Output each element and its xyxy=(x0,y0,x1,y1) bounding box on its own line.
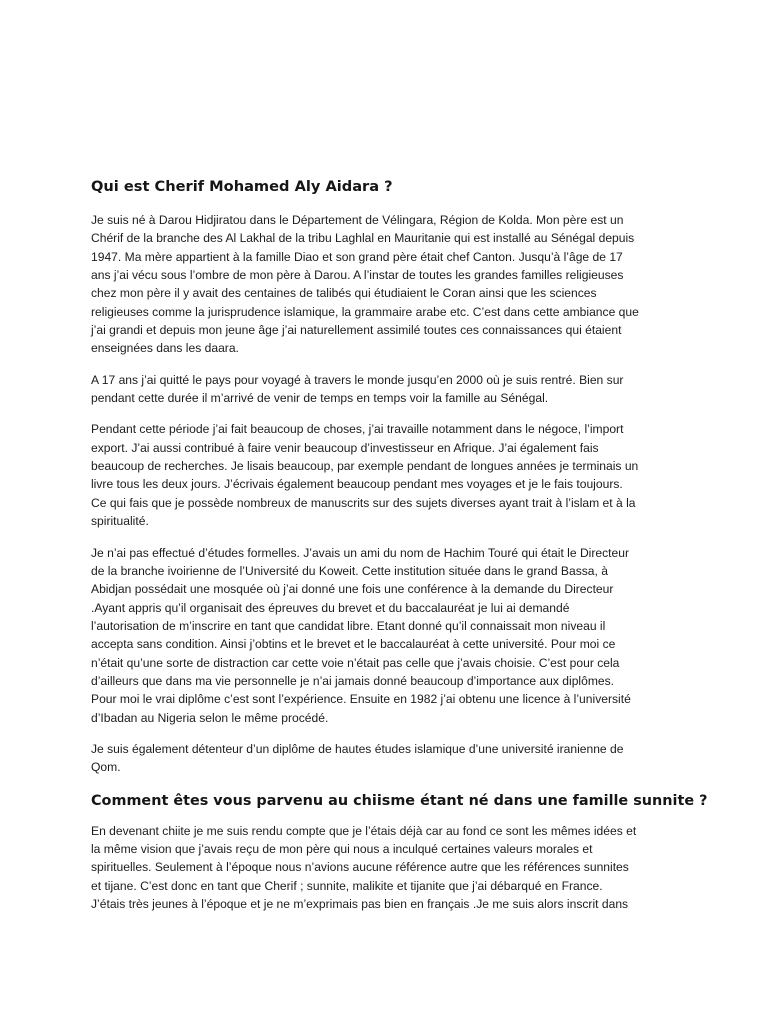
document-page xyxy=(91,176,708,926)
paragraph-birth: Je suis né à Darou Hidjiratou dans le Département de Vélingara, Région de Kolda. Mon père est un Chérif de la branche des Al Lakhal de la tribu Laghlal en Mauritanie qui est installé au Sénégal depuis 1947. Ma mère appartient à la famille Diao et son grand père était chef Canton. Jusqu’à l’âge de 17 ans j’ai vécu sous l’ombre de mon père à Darou. A l’instar de toutes les grandes familles religieuses chez mon père il y avait des centaines de talibés qui étudiaient le Coran ainsi que les sciences religieuses comme la jurisprudence islamique, la grammaire arabe etc. C’est dans cette ambiance que j’ai grandi et depuis mon jeune âge j’ai naturellement assimilé toutes ces connaissances qui étaient enseignées dans les daara. xyxy=(91,213,639,356)
paragraph-becoming-shiite: En devenant chiite je me suis rendu compte que je l’étais déjà car au fond ce sont les mêmes idées et la même vision que j’avais reçu de mon père qui nous a inculqué certaines valeurs morales et spirituelles. Seulement à l’époque nous n’avions aucune référence autre que les références sunnites et tijane. C’est donc en tant que Cherif ; sunnite, malikite et tijanite que j’ai débarqué en France. J’étais très jeunes à l’époque et je ne m’exprimais pas bien en français .Je me suis alors inscrit dans xyxy=(91,823,637,911)
section-heading-shiism: Comment êtes vous parvenu au chiisme étant né dans une famille sunnite ? xyxy=(91,792,708,809)
section-heading-who-is: Qui est Cherif Mohamed Aly Aidara ? xyxy=(91,178,393,195)
paragraph-diploma: Je suis également détenteur d’un diplôme de hautes études islamique d’une université iranienne de Qom. xyxy=(91,741,624,775)
paragraph-activities: Pendant cette période j’ai fait beaucoup de choses, j’ai travaille notamment dans le négoce, l’import export. J’ai aussi contribué à faire venir beaucoup d’investisseur en Afrique. J’ai également fais beaucoup de recherches. Je lisais beaucoup, par exemple pendant de longues années je terminais un livre tous les deux jours. J’écrivais également beaucoup pendant mes voyages et je le fais toujours. Ce qui fais que je possède nombreux de manuscrits sur des sujets diverses ayant trait à l’islam et à la spiritualité. xyxy=(91,422,639,529)
paragraph-travel: A 17 ans j’ai quitté le pays pour voyagé à travers le monde jusqu’en 2000 où je suis rentré. Bien sur pendant cette durée il m’arrivé de venir de temps en temps voir la famille au Sénégal. xyxy=(91,372,624,406)
paragraph-studies: Je n’ai pas effectué d’études formelles. J’avais un ami du nom de Hachim Touré qui était le Directeur de la branche ivoirienne de l’Université du Koweit. Cette institution située dans le grand Bassa, à Abidjan possédait une mosquée où j’ai donné une fois une conférence à la demande du Directeur .Ayant appris qu’il organisait des épreuves du brevet et du baccalauréat je lui ai demandé l’autorisation de m’inscrire en tant que candidat libre. Etant donné qu’il connaissait mon niveau il accepta sans condition. Ainsi j’obtins et le brevet et le baccalauréat à cette université. Pour moi ce n’était qu’une sorte de distraction car cette voie n’était pas celle que j’avais choisie. C’est pour cela d’ailleurs que dans ma vie personnelle je n’ai jamais donné beaucoup d’importance aux diplômes. Pour moi le vrai diplôme c’est sont l’expérience. Ensuite en 1982 j’ai obtenu une licence à l’université d’Ibadan au Nigeria selon le même procédé. xyxy=(91,545,631,725)
